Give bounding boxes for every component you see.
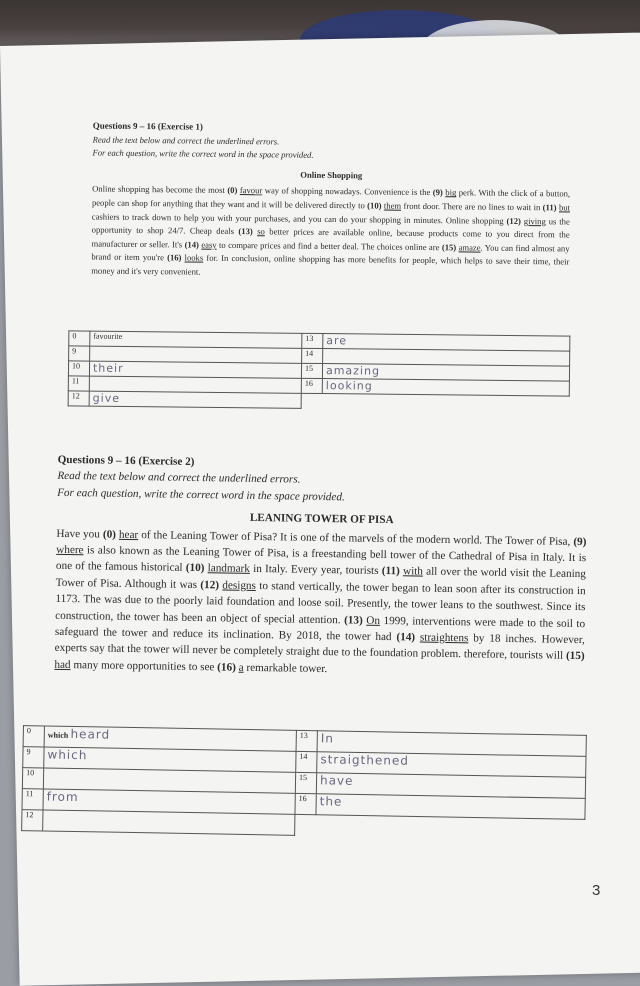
- exercise-1-passage: Online shopping has become the most (0) favour way of shopping nowadays. Convenience is the (9) big perk. With the click of a button, people can shop for anything that they want and it will be delivered directly to (10) them front door. There are no lines to wait in (11) but cashiers to track down to help you with your purchases, and you can do your shopping in minutes. Online shopping (12) giving us the opportunity to shop 24/7. Cheap deals (13) so better prices are available online, because products come to you direct from the manufacturer or seller. It's (14) easy to compare prices and find a better deal. The choices online are (15) amaze. You can find almost any brand or item you're (16) looks for. In conclusion, online shopping has more benefits for people, which helps to save their time, their money and it's very convenient.: [91, 183, 571, 277]
- underlined-error: a: [238, 661, 244, 674]
- exercise-2-title: LEANING TOWER OF PISA: [249, 512, 394, 527]
- underlined-error: looks: [184, 252, 204, 264]
- answer-cell[interactable]: which: [44, 747, 296, 772]
- exercise-1: [91, 120, 571, 284]
- question-number: 16: [301, 378, 322, 393]
- question-number: 9: [69, 346, 90, 361]
- answer-cell[interactable]: straigthened: [317, 752, 586, 778]
- question-number: 10: [22, 768, 43, 789]
- underlined-error: with: [402, 565, 424, 579]
- exercise-2-answer-table: [21, 725, 587, 841]
- underlined-error: hear: [118, 528, 139, 541]
- answer-cell[interactable]: have: [316, 773, 585, 799]
- underlined-error: where: [56, 543, 84, 557]
- exercise-2-instruction: For each question, write the correct word in the space provided.: [57, 486, 345, 504]
- answer-cell[interactable]: [43, 810, 295, 835]
- question-number: 16: [295, 793, 316, 814]
- question-number: 14: [302, 348, 323, 363]
- underlined-error: big: [445, 187, 457, 198]
- underlined-error: had: [54, 658, 71, 671]
- question-number: 15: [295, 772, 316, 793]
- question-number: 11: [22, 789, 43, 810]
- underlined-error: On: [366, 614, 381, 627]
- question-number: 14: [296, 751, 317, 772]
- exercise-1-heading: Questions 9 – 16 (Exercise 1): [92, 120, 203, 132]
- underlined-error: them: [383, 200, 402, 211]
- question-number: 15: [301, 363, 322, 378]
- answer-cell[interactable]: which heard: [44, 726, 296, 751]
- exercise-1-instruction: For each question, write the correct word in the space provided.: [92, 147, 314, 161]
- exercise-2-passage: Have you (0) hear of the Leaning Tower of Pisa? It is one of the marvels of the modern world. The Tower of Pisa, (9) where is also known as the Leaning Tower of Pisa, is a freestanding bell tower of the Cathedral of Pisa in Italy. It is one of the famous historical (10) landmark in Italy. Every year, tourists (11) with all over the world visit the Leaning Tower of Pisa. Although it was (12) designs to stand vertically, the tower began to lean soon after its construction in 1173. The was due to the poorly laid foundation and loose soil. Presently, the tower leans to the southwest. Since its construction, the tower has been an object of special attention. (13) On 1999, interventions were made to the soil to safeguard the tower and reduce its inclination. By 2018, the tower had (14) straightens by 18 inches. However, experts say that the tower will never be completely straight due to the foundation problem. therefore, tourists will (15) had many more opportunities to see (16) a remarkable tower.: [54, 527, 587, 675]
- exercise-2: [54, 452, 587, 682]
- underlined-error: amaze: [458, 242, 481, 253]
- exercise-2-instruction: Read the text below and correct the underlined errors.: [57, 470, 301, 487]
- underlined-error: straightens: [419, 631, 469, 645]
- answer-cell[interactable]: from: [43, 789, 295, 814]
- question-number: 0: [23, 726, 44, 747]
- underlined-error: so: [257, 226, 265, 237]
- answer-cell[interactable]: are: [323, 334, 570, 352]
- underlined-error: but: [558, 202, 571, 213]
- answer-cell[interactable]: their: [89, 361, 301, 378]
- exercise-1-instruction: Read the text below and correct the underlined errors.: [92, 134, 280, 147]
- question-number: 9: [23, 747, 44, 768]
- answer-cell[interactable]: In: [317, 731, 586, 757]
- question-number: 12: [68, 391, 89, 406]
- underlined-error: giving: [523, 215, 546, 226]
- underlined-error: designs: [222, 579, 257, 592]
- answer-cell[interactable]: the: [316, 794, 585, 820]
- exercise-1-answer-table: [68, 330, 571, 411]
- answer-cell[interactable]: looking: [322, 379, 569, 397]
- question-number: 11: [68, 376, 89, 391]
- printed-example: which: [47, 730, 69, 740]
- page-number: 3: [592, 882, 601, 899]
- question-number: 13: [302, 333, 323, 348]
- underlined-error: favour: [239, 185, 263, 196]
- question-number: 13: [296, 730, 317, 751]
- question-number: 0: [69, 331, 90, 346]
- exercise-2-heading: Questions 9 – 16 (Exercise 2): [57, 453, 195, 468]
- exercise-1-title: Online Shopping: [300, 169, 363, 181]
- question-number: 12: [22, 810, 43, 831]
- answer-cell[interactable]: give: [89, 391, 301, 408]
- underlined-error: landmark: [207, 562, 251, 576]
- answer-cell[interactable]: favourite: [90, 331, 302, 348]
- answer-cell[interactable]: amazing: [322, 364, 569, 382]
- question-number: 10: [68, 361, 89, 376]
- underlined-error: easy: [201, 239, 217, 250]
